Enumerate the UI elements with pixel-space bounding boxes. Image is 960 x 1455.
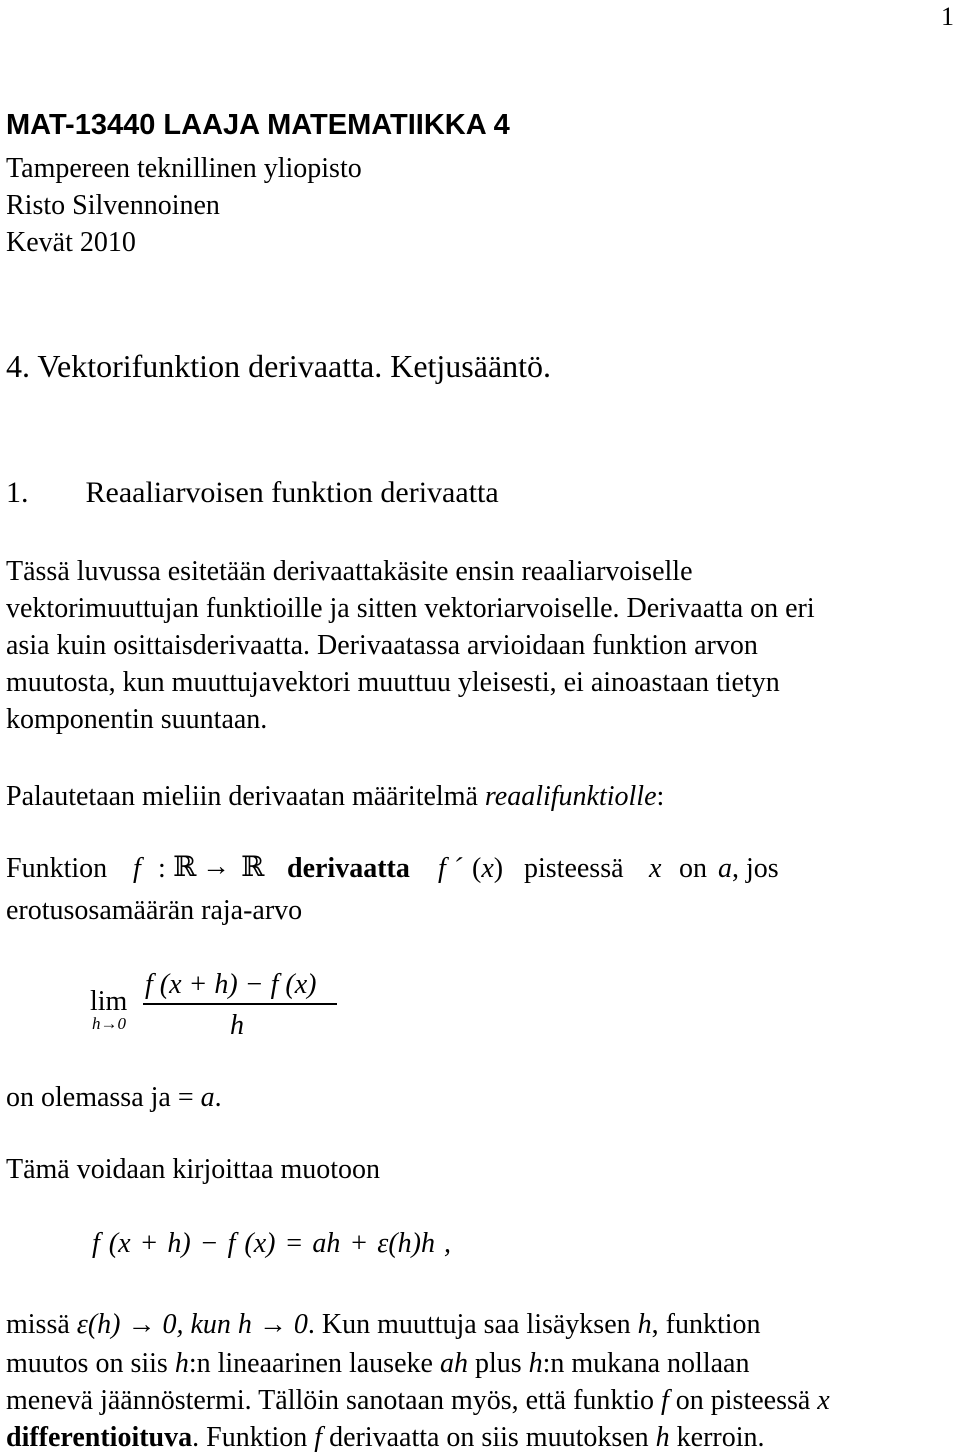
closing-line-3: menevä jäännöstermi. Tällöin sanotaan myös, että funktio f on pisteessä x xyxy=(6,1385,830,1416)
author: Risto Silvennoinen xyxy=(6,190,220,221)
intro-line: muutosta, kun muuttujavektori muuttuu yleisesti, ei ainoastaan tietyn xyxy=(6,667,780,698)
limit-numerator: f (x + h) − f (x) xyxy=(145,969,317,1000)
definition-x: x xyxy=(649,853,662,884)
limit-exists-line: on olemassa ja = a. xyxy=(6,1082,222,1113)
definition-f: f xyxy=(133,853,141,884)
limit-subscript: h→0 xyxy=(92,1014,126,1033)
definition-colon: : xyxy=(158,853,166,884)
reals-symbol-domain: ℝ xyxy=(173,850,197,883)
intro-line: asia kuin osittaisderivaatta. Derivaatassa arvioidaan funktion arvon xyxy=(6,630,758,661)
intro-line: Tässä luvussa esitetään derivaattakäsite ensin reaaliarvoiselle xyxy=(6,556,693,587)
recall-emphasis: reaalifunktiolle xyxy=(484,781,657,812)
rewrite-intro: Tämä voidaan kirjoittaa muotoon xyxy=(6,1154,381,1185)
section-title: Reaaliarvoisen funktion derivaatta xyxy=(85,476,499,509)
definition-word-pisteessa: pisteessä xyxy=(524,853,624,884)
reals-symbol-codomain: ℝ xyxy=(241,850,265,883)
definition-word-jos: , jos xyxy=(732,853,779,884)
section-heading xyxy=(6,476,499,510)
intro-line: komponentin suuntaan. xyxy=(6,704,268,735)
definition-term: derivaatta xyxy=(287,853,410,884)
mapping-arrow: → xyxy=(202,851,230,882)
closing-line-2: muutos on siis h:n lineaarinen lauseke ah plus h:n mukana nollaan xyxy=(6,1348,750,1379)
chapter-title: 4. Vektorifunktion derivaatta. Ketjusääntö. xyxy=(6,348,552,384)
term-differentioituva: differentioituva xyxy=(6,1422,193,1453)
section-number: 1. xyxy=(6,476,29,509)
university: Tampereen teknillinen yliopisto xyxy=(6,153,362,184)
definition-word-on: on xyxy=(679,853,707,884)
recall-sentence: Palautetaan mieliin derivaatan määritelmä reaalifunktiolle: xyxy=(6,781,665,812)
definition-line-2: erotusosamäärän raja-arvo xyxy=(6,895,303,926)
derivative-argument: (x) xyxy=(472,853,504,884)
intro-line: vektorimuuttujan funktioille ja sitten vektoriarvoiselle. Derivaatta on eri xyxy=(6,593,815,624)
equation: f (x + h) − f (x) = ah + ε(h)h , xyxy=(92,1228,451,1259)
course-title: MAT-13440 LAAJA MATEMATIIKKA 4 xyxy=(6,109,510,141)
derivative-f-prime: f ´ xyxy=(438,853,463,884)
closing-line-1: missä ε(h) → 0, kun h → 0. Kun muuttuja saa lisäyksen h, funktion xyxy=(6,1309,761,1340)
epsilon-limit: ε(h) → 0, kun h → 0 xyxy=(76,1309,308,1340)
limit-operator: lim xyxy=(90,986,128,1017)
definition-a: a xyxy=(718,853,732,884)
fraction-bar xyxy=(143,1003,337,1005)
definition-word-funktion: Funktion xyxy=(6,853,108,884)
closing-line-4: differentioituva. Funktion f derivaatta on siis muutoksen h kerroin. xyxy=(6,1422,765,1453)
page-number: 1 xyxy=(941,2,954,31)
limit-denominator: h xyxy=(230,1010,244,1041)
term: Kevät 2010 xyxy=(6,227,136,258)
